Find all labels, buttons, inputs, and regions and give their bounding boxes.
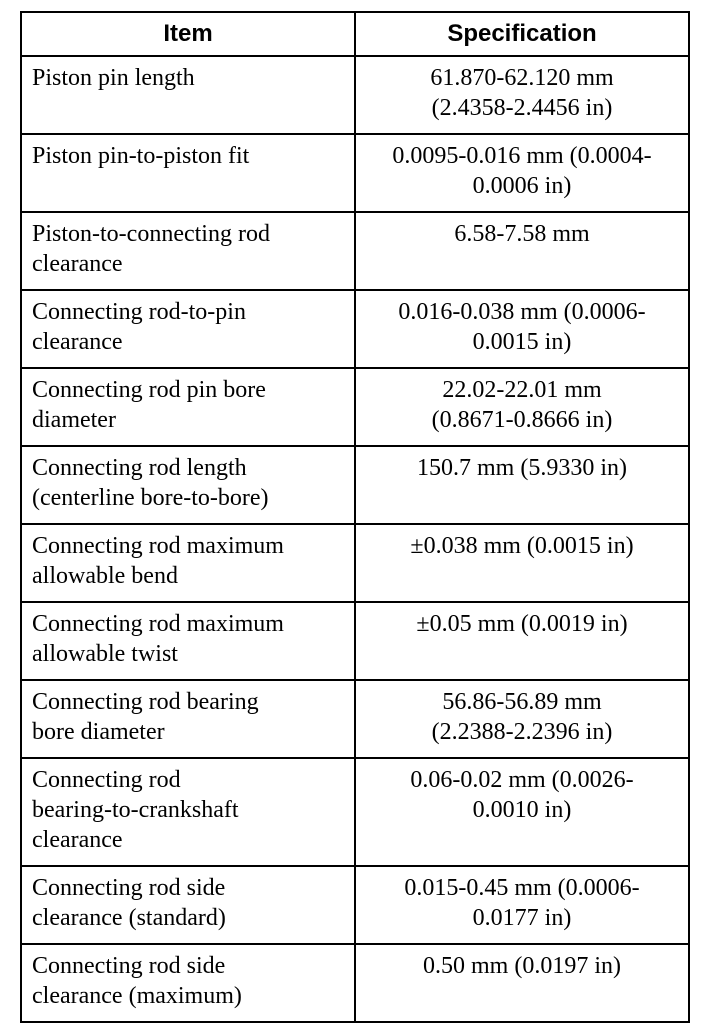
spec-cell xyxy=(355,134,689,212)
item-text: Connecting rod maximum xyxy=(32,533,284,559)
item-cell xyxy=(21,680,355,758)
item-cell xyxy=(21,524,355,602)
item-cell xyxy=(21,368,355,446)
item-text: Connecting rod side xyxy=(32,953,226,979)
header-row xyxy=(21,12,689,56)
table-body xyxy=(21,56,689,1022)
spec-cell xyxy=(355,944,689,1022)
spec-text: 0.0010 in) xyxy=(472,797,572,823)
spec-text: 0.0015 in) xyxy=(472,329,572,355)
item-text: diameter xyxy=(32,407,116,433)
item-cell xyxy=(21,290,355,368)
spec-cell xyxy=(355,212,689,290)
spec-text: 6.58-7.58 mm xyxy=(454,221,590,247)
specification-table xyxy=(20,11,690,1023)
item-text: clearance xyxy=(32,329,123,355)
item-text: bearing-to-crankshaft xyxy=(32,797,239,823)
spec-cell xyxy=(355,758,689,866)
item-column-header: Item xyxy=(21,12,355,56)
table-row xyxy=(21,524,689,602)
spec-text: 0.06-0.02 mm (0.0026- xyxy=(410,767,634,793)
item-text: Connecting rod-to-pin xyxy=(32,299,246,325)
item-cell xyxy=(21,212,355,290)
spec-text: 22.02-22.01 mm xyxy=(442,377,602,403)
item-cell xyxy=(21,758,355,866)
item-text: Connecting rod xyxy=(32,767,181,793)
item-cell xyxy=(21,866,355,944)
spec-text: ±0.038 mm (0.0015 in) xyxy=(410,533,634,559)
spec-text: 150.7 mm (5.9330 in) xyxy=(417,455,627,481)
spec-cell xyxy=(355,290,689,368)
spec-text: 0.0006 in) xyxy=(472,173,572,199)
table-row xyxy=(21,368,689,446)
table-row xyxy=(21,680,689,758)
item-text: bore diameter xyxy=(32,719,165,745)
item-text: Connecting rod side xyxy=(32,875,226,901)
table-row xyxy=(21,56,689,134)
table-row xyxy=(21,212,689,290)
item-cell xyxy=(21,134,355,212)
item-text: Piston-to-connecting rod xyxy=(32,221,270,247)
table-header xyxy=(21,12,689,56)
spec-text: 0.50 mm (0.0197 in) xyxy=(423,953,621,979)
spec-text: 0.015-0.45 mm (0.0006- xyxy=(404,875,640,901)
table-row xyxy=(21,866,689,944)
item-text: clearance xyxy=(32,827,123,853)
item-text: (centerline bore-to-bore) xyxy=(32,485,269,511)
item-cell xyxy=(21,56,355,134)
spec-cell xyxy=(355,368,689,446)
spec-cell xyxy=(355,524,689,602)
spec-text: (0.8671-0.8666 in) xyxy=(431,407,613,433)
spec-text: 61.870-62.120 mm xyxy=(430,65,614,91)
item-text: clearance (standard) xyxy=(32,905,226,931)
item-text: clearance xyxy=(32,251,123,277)
table-row xyxy=(21,758,689,866)
item-cell xyxy=(21,944,355,1022)
spec-cell xyxy=(355,602,689,680)
spec-cell xyxy=(355,446,689,524)
spec-text: (2.2388-2.2396 in) xyxy=(431,719,613,745)
table-row xyxy=(21,134,689,212)
table-row xyxy=(21,446,689,524)
item-text: Piston pin-to-piston fit xyxy=(32,143,250,169)
item-text: allowable twist xyxy=(32,641,178,667)
spec-cell xyxy=(355,866,689,944)
item-text: Connecting rod maximum xyxy=(32,611,284,637)
spec-text: 0.0177 in) xyxy=(472,905,572,931)
spec-cell xyxy=(355,56,689,134)
spec-text: ±0.05 mm (0.0019 in) xyxy=(416,611,628,637)
table-row xyxy=(21,290,689,368)
specification-column-header: Specification xyxy=(355,12,689,56)
item-text: Piston pin length xyxy=(32,65,195,91)
spec-cell xyxy=(355,680,689,758)
table-row xyxy=(21,602,689,680)
item-text: Connecting rod bearing xyxy=(32,689,259,715)
spec-text: (2.4358-2.4456 in) xyxy=(431,95,613,121)
spec-text: 0.0095-0.016 mm (0.0004- xyxy=(392,143,652,169)
item-text: allowable bend xyxy=(32,563,178,589)
item-text: Connecting rod length xyxy=(32,455,247,481)
item-cell xyxy=(21,602,355,680)
spec-text: 56.86-56.89 mm xyxy=(442,689,602,715)
table-row xyxy=(21,944,689,1022)
spec-text: 0.016-0.038 mm (0.0006- xyxy=(398,299,646,325)
item-cell xyxy=(21,446,355,524)
item-text: Connecting rod pin bore xyxy=(32,377,266,403)
item-text: clearance (maximum) xyxy=(32,983,242,1009)
